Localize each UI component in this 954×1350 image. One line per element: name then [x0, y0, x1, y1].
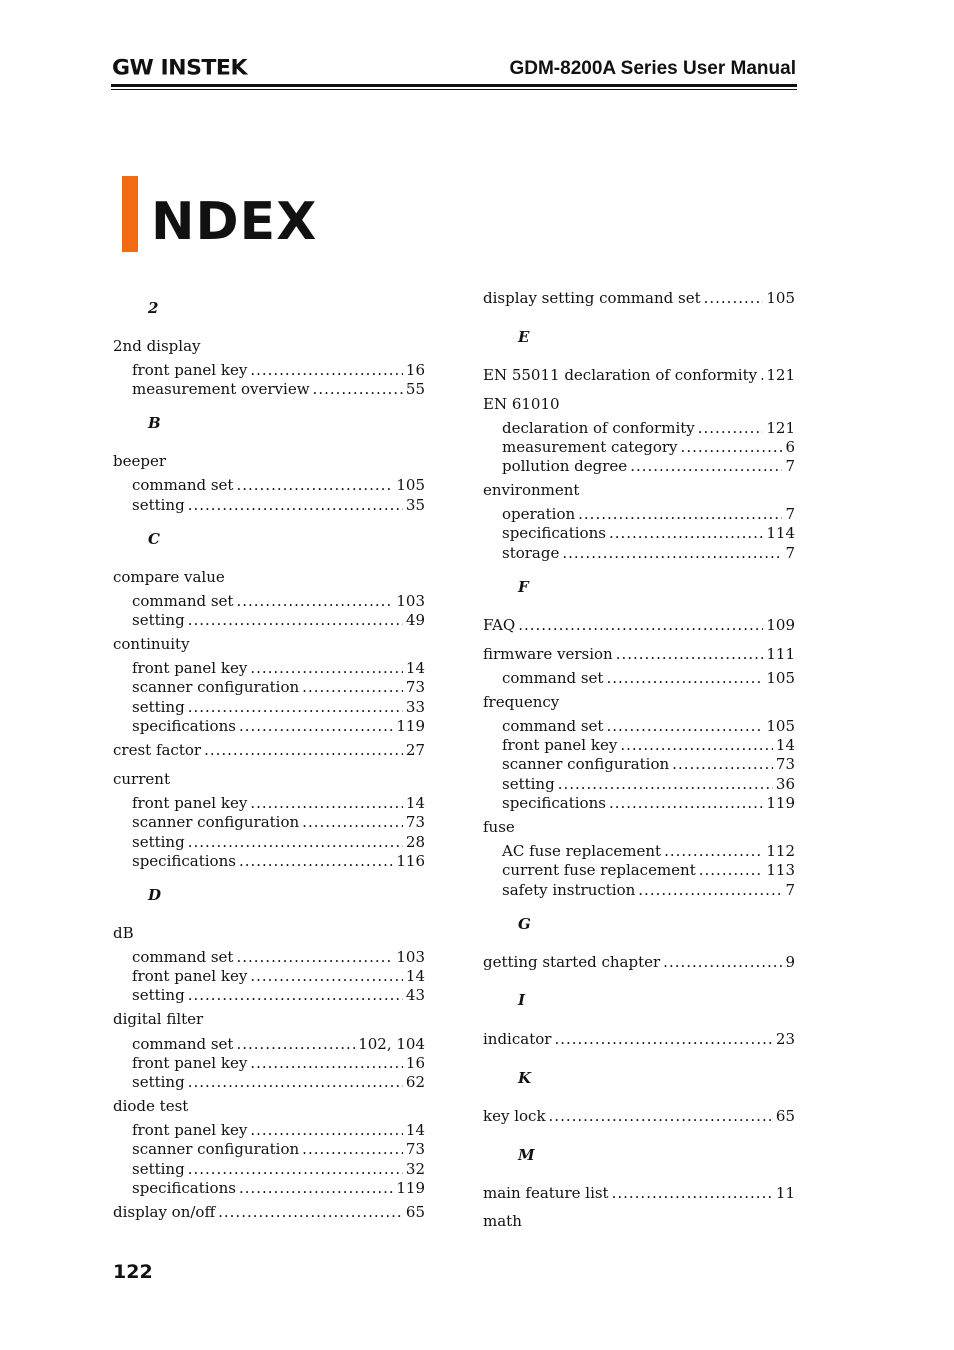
- dot-leader: [250, 659, 403, 678]
- dot-leader: [606, 717, 763, 736]
- index-entry-text: declaration of conformity: [502, 419, 695, 437]
- brand-logo: GW INSTEK: [112, 56, 248, 81]
- index-entry-text: frequency: [483, 693, 560, 711]
- index-entry-text: setting: [132, 986, 185, 1004]
- index-entry-text: safety instruction: [502, 881, 636, 899]
- chapter-initial-bar: [122, 176, 138, 252]
- index-entry: [113, 337, 425, 356]
- index-page-ref: 9: [785, 953, 795, 971]
- index-entry: [113, 635, 425, 654]
- header-rule: [111, 84, 797, 87]
- index-subentry: [502, 775, 795, 794]
- index-entry-text: setting: [132, 611, 185, 629]
- index-section-letter: G: [518, 915, 531, 933]
- index-page-ref: 23: [775, 1030, 795, 1048]
- index-entry-text: main feature list: [483, 1184, 609, 1202]
- index-page-ref: 121: [766, 366, 795, 384]
- index-subentry: [132, 698, 425, 717]
- index-entry-text: setting: [132, 698, 185, 716]
- dot-leader: [554, 1030, 772, 1049]
- dot-leader: [236, 592, 393, 611]
- index-entry: [483, 1212, 795, 1231]
- index-entry-text: command set: [132, 1035, 234, 1053]
- index-entry-text: crest factor: [113, 741, 202, 759]
- index-page-ref: 27: [405, 741, 425, 759]
- index-entry-text: scanner configuration: [132, 813, 300, 831]
- index-page-ref: 105: [766, 717, 795, 735]
- index-page-ref: 14: [405, 794, 425, 812]
- index-subentry: [132, 1054, 425, 1073]
- index-page-ref: 7: [785, 544, 795, 562]
- index-entry: [483, 366, 795, 385]
- index-subentry: [502, 524, 795, 543]
- index-entry-text: dB: [113, 924, 134, 942]
- dot-leader: [250, 1054, 403, 1073]
- index-entry-text: command set: [132, 592, 234, 610]
- dot-leader: [558, 775, 773, 794]
- dot-leader: [188, 1073, 403, 1092]
- index-subentry: [132, 1121, 425, 1140]
- index-entry-text: indicator: [483, 1030, 552, 1048]
- dot-leader: [236, 1035, 355, 1054]
- index-entry-text: digital filter: [113, 1010, 204, 1028]
- dot-leader: [664, 842, 763, 861]
- index-entry-text: command set: [502, 717, 604, 735]
- index-page-ref: 65: [405, 1203, 425, 1221]
- index-page-ref: 105: [766, 289, 795, 307]
- index-entry: [113, 741, 425, 760]
- index-section-letter: K: [518, 1069, 532, 1087]
- index-section-letter: I: [518, 991, 526, 1009]
- index-subentry: [132, 380, 425, 399]
- index-entry-text: operation: [502, 505, 576, 523]
- dot-leader: [302, 1140, 403, 1159]
- index-page-ref: 65: [775, 1107, 795, 1125]
- index-page-ref: 119: [766, 794, 795, 812]
- index-page-ref: 73: [405, 678, 425, 696]
- index-subentry: [132, 1035, 425, 1054]
- index-entry: [483, 693, 795, 712]
- index-entry-text: front panel key: [132, 1121, 248, 1139]
- index-page-ref: 119: [396, 1179, 425, 1197]
- dot-leader: [549, 1107, 773, 1126]
- dot-leader: [188, 611, 403, 630]
- index-entry-text: AC fuse replacement: [502, 842, 662, 860]
- dot-leader: [204, 741, 403, 760]
- index-subentry: [132, 833, 425, 852]
- manual-title: GDM-8200A Series User Manual: [509, 58, 796, 79]
- index-entry-text: specifications: [502, 524, 606, 542]
- index-entry-text: diode test: [113, 1097, 189, 1115]
- index-page-ref: 36: [775, 775, 795, 793]
- index-section-letter: E: [518, 328, 530, 346]
- dot-leader: [239, 852, 393, 871]
- index-entry-text: command set: [132, 948, 234, 966]
- index-page-ref: 105: [766, 669, 795, 687]
- dot-leader: [681, 438, 783, 457]
- index-page-ref: 14: [405, 967, 425, 985]
- index-page-ref: 49: [405, 611, 425, 629]
- index-section-letter: B: [148, 414, 161, 432]
- index-page-ref: 28: [405, 833, 425, 851]
- index-entry-text: display setting command set: [483, 289, 701, 307]
- dot-leader: [704, 289, 764, 308]
- dot-leader: [609, 794, 763, 813]
- index-entry-text: FAQ: [483, 616, 516, 634]
- index-subentry: [502, 717, 795, 736]
- dot-leader: [760, 366, 763, 385]
- index-entry-text: command set: [132, 476, 234, 494]
- index-entry: [483, 395, 795, 414]
- index-page-ref: 55: [405, 380, 425, 398]
- dot-leader: [638, 881, 782, 900]
- index-entry-text: setting: [132, 496, 185, 514]
- index-page-ref: 114: [766, 524, 795, 542]
- index-entry-text: setting: [132, 1160, 185, 1178]
- index-subentry: [132, 967, 425, 986]
- index-subentry: [132, 986, 425, 1005]
- index-entry-text: front panel key: [502, 736, 618, 754]
- index-entry-text: fuse: [483, 818, 515, 836]
- index-entry: [113, 924, 425, 943]
- index-subentry: [502, 755, 795, 774]
- index-entry: [483, 645, 795, 664]
- index-entry-text: display on/off: [113, 1203, 216, 1221]
- index-entry-text: specifications: [132, 717, 236, 735]
- index-entry: [113, 1010, 425, 1029]
- dot-leader: [302, 678, 403, 697]
- index-section-letter: F: [518, 578, 529, 596]
- index-subentry: [502, 736, 795, 755]
- index-entry-text: front panel key: [132, 361, 248, 379]
- index-subentry: [502, 794, 795, 813]
- index-entry-text: environment: [483, 481, 580, 499]
- index-entry: [113, 1097, 425, 1116]
- index-subentry: [132, 1140, 425, 1159]
- dot-leader: [302, 813, 403, 832]
- index-entry-text: EN 55011 declaration of conformity: [483, 366, 758, 384]
- dot-leader: [562, 544, 782, 563]
- index-subentry: [132, 813, 425, 832]
- index-subentry: [502, 544, 795, 563]
- index-entry: [483, 818, 795, 837]
- dot-leader: [612, 1184, 773, 1203]
- index-subentry: [502, 419, 795, 438]
- index-subentry: [502, 438, 795, 457]
- index-entry: [483, 1184, 795, 1203]
- index-subentry: [132, 1073, 425, 1092]
- index-page-ref: 111: [766, 645, 795, 663]
- index-entry-text: current fuse replacement: [502, 861, 696, 879]
- dot-leader: [313, 380, 403, 399]
- dot-leader: [188, 1160, 403, 1179]
- dot-leader: [188, 698, 403, 717]
- index-subentry: [132, 496, 425, 515]
- chapter-title: NDEX: [151, 192, 318, 252]
- index-subentry: [132, 717, 425, 736]
- index-page-ref: 16: [405, 361, 425, 379]
- index-subentry: [502, 861, 795, 880]
- index-entry: [483, 616, 795, 635]
- index-subentry: [132, 794, 425, 813]
- index-entry-text: math: [483, 1212, 522, 1230]
- index-entry: [113, 1203, 425, 1222]
- index-entry-text: specifications: [132, 1179, 236, 1197]
- index-page-ref: 109: [766, 616, 795, 634]
- index-subentry: [502, 457, 795, 476]
- dot-leader: [616, 645, 764, 664]
- index-page-ref: 103: [396, 592, 425, 610]
- index-page-ref: 73: [405, 1140, 425, 1158]
- index-entry: [113, 452, 425, 471]
- index-entry-text: front panel key: [132, 794, 248, 812]
- index-subentry: [502, 842, 795, 861]
- index-subentry: [132, 611, 425, 630]
- index-page-ref: 11: [775, 1184, 795, 1202]
- index-entry-text: firmware version: [483, 645, 613, 663]
- index-subentry: [132, 678, 425, 697]
- index-entry-text: front panel key: [132, 967, 248, 985]
- index-page-ref: 112: [766, 842, 795, 860]
- dot-leader: [218, 1203, 403, 1222]
- index-subentry: [502, 881, 795, 900]
- index-entry-text: beeper: [113, 452, 167, 470]
- index-entry-text: pollution degree: [502, 457, 628, 475]
- index-subentry: [132, 476, 425, 495]
- index-entry-text: command set: [502, 669, 604, 687]
- header-rule-thin: [111, 89, 797, 90]
- index-page-ref: 7: [785, 881, 795, 899]
- index-entry-text: measurement category: [502, 438, 678, 456]
- index-entry-text: scanner configuration: [132, 1140, 300, 1158]
- page-number: 122: [113, 1261, 153, 1283]
- dot-leader: [609, 524, 763, 543]
- dot-leader: [620, 736, 773, 755]
- index-entry: [483, 1107, 795, 1126]
- index-subentry: [132, 659, 425, 678]
- index-entry-text: scanner configuration: [502, 755, 670, 773]
- index-entry-text: getting started chapter: [483, 953, 661, 971]
- index-page-ref: 14: [775, 736, 795, 754]
- index-page-ref: 102, 104: [358, 1035, 425, 1053]
- index-entry-text: setting: [502, 775, 555, 793]
- dot-leader: [188, 986, 403, 1005]
- dot-leader: [250, 967, 403, 986]
- index-entry: [113, 568, 425, 587]
- index-entry-text: front panel key: [132, 1054, 248, 1072]
- dot-leader: [250, 794, 403, 813]
- index-section-letter: M: [518, 1146, 535, 1164]
- index-page-ref: 7: [785, 457, 795, 475]
- index-page-ref: 7: [785, 505, 795, 523]
- dot-leader: [699, 861, 764, 880]
- index-entry-text: scanner configuration: [132, 678, 300, 696]
- dot-leader: [630, 457, 782, 476]
- index-entry-text: compare value: [113, 568, 225, 586]
- dot-leader: [672, 755, 773, 774]
- dot-leader: [663, 953, 782, 972]
- index-page-ref: 33: [405, 698, 425, 716]
- index-page-ref: 14: [405, 659, 425, 677]
- index-entry: [483, 481, 795, 500]
- index-page-ref: 73: [775, 755, 795, 773]
- index-page-ref: 16: [405, 1054, 425, 1072]
- index-page-ref: 35: [405, 496, 425, 514]
- index-subentry: [132, 592, 425, 611]
- index-page-ref: 121: [766, 419, 795, 437]
- index-page-ref: 113: [766, 861, 795, 879]
- index-entry: [483, 953, 795, 972]
- index-subentry: [132, 1160, 425, 1179]
- index-entry-text: current: [113, 770, 170, 788]
- index-page-ref: 6: [785, 438, 795, 456]
- index-subentry: [502, 669, 795, 688]
- index-entry-text: specifications: [502, 794, 606, 812]
- index-section-letter: C: [148, 530, 160, 548]
- index-subentry: [502, 505, 795, 524]
- dot-leader: [236, 948, 393, 967]
- index-entry: [113, 770, 425, 789]
- index-entry-text: front panel key: [132, 659, 248, 677]
- dot-leader: [188, 496, 403, 515]
- index-entry-text: setting: [132, 1073, 185, 1091]
- index-subentry: [132, 852, 425, 871]
- index-entry-text: setting: [132, 833, 185, 851]
- index-section-letter: D: [148, 886, 162, 904]
- dot-leader: [188, 833, 403, 852]
- index-entry-text: EN 61010: [483, 395, 560, 413]
- index-page-ref: 73: [405, 813, 425, 831]
- index-entry: [483, 1030, 795, 1049]
- dot-leader: [239, 717, 393, 736]
- dot-leader: [606, 669, 763, 688]
- index-page-ref: 14: [405, 1121, 425, 1139]
- index-section-letter: 2: [148, 299, 159, 317]
- index-entry-text: continuity: [113, 635, 190, 653]
- index-subentry: [132, 1179, 425, 1198]
- dot-leader: [239, 1179, 393, 1198]
- index-page-ref: 105: [396, 476, 425, 494]
- dot-leader: [236, 476, 393, 495]
- index-page-ref: 116: [396, 852, 425, 870]
- index-page-ref: 43: [405, 986, 425, 1004]
- index-page-ref: 32: [405, 1160, 425, 1178]
- index-subentry: [132, 948, 425, 967]
- index-entry-text: specifications: [132, 852, 236, 870]
- dot-leader: [518, 616, 763, 635]
- index-page-ref: 119: [396, 717, 425, 735]
- index-page-ref: 103: [396, 948, 425, 966]
- dot-leader: [698, 419, 764, 438]
- index-entry-text: 2nd display: [113, 337, 201, 355]
- index-entry-text: key lock: [483, 1107, 546, 1125]
- index-entry: [483, 289, 795, 308]
- index-entry-text: measurement overview: [132, 380, 310, 398]
- index-page-ref: 62: [405, 1073, 425, 1091]
- index-subentry: [132, 361, 425, 380]
- dot-leader: [578, 505, 782, 524]
- dot-leader: [250, 361, 403, 380]
- index-entry-text: storage: [502, 544, 560, 562]
- dot-leader: [250, 1121, 403, 1140]
